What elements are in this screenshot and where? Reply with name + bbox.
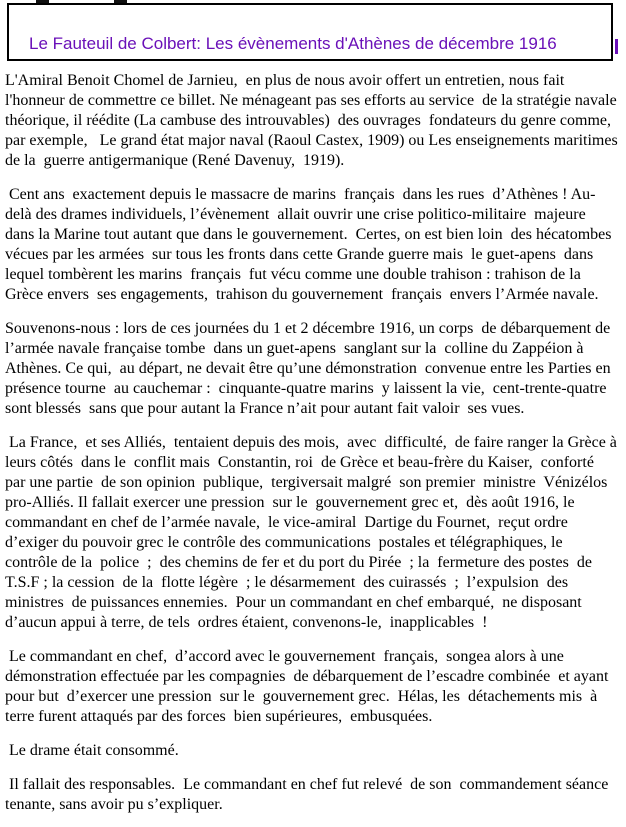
paragraph-3: Souvenons-nous : lors de ces journées du 1 et 2 décembre 1916, un corps de débarquement de l’armée navale française tombe dans un guet-apens sanglant sur la colline du Zappéion à Athènes. Ce qui, au départ, ne devait être qu’une démonstration convenue entre les Parties en présence tourne au cauchemar : cinquante-quatre marins y laissent la vie, cent-trente-quatre sont blessés sans que pour autant la France n’ait pour autant fait valoir ses vues. bbox=[5, 320, 615, 417]
paragraph-6: Le drame était consommé. bbox=[5, 742, 179, 759]
paragraph-7: Il fallait des responsables. Le commandant en chef fut relevé de son commandement séance tenante, sans avoir pu s’expliquer. bbox=[5, 776, 613, 813]
clipped-character-fragment bbox=[615, 39, 618, 54]
title-box bbox=[7, 3, 613, 61]
paragraph-2: Cent ans exactement depuis le massacre de marins français dans les rues d’Athènes ! Au-delà des drames individuels, l’évènement allait ouvrir une crise politico-militaire majeure dans la Marine tout autant que dans le gouvernement. Certes, on est bien loin des hécatombes vécues par les armées sur tous les fronts dans cette Grande guerre mais le guet-apens dans lequel tombèrent les marins français fut vécu comme une double trahison : trahison de la Grèce envers ses engagements, trahison du gouvernement français envers l’Armée navale. bbox=[5, 186, 616, 303]
paragraph-5: Le commandant en chef, d’accord avec le gouvernement français, songea alors à une démonstration effectuée par les compagnies de débarquement de l’escadre combinée et ayant pour but d’exercer une pression sur le gouvernement grec. Hélas, les détachements mis à terre furent attaqués par des forces bien supérieures, embusquées. bbox=[5, 648, 613, 725]
article-body bbox=[5, 71, 626, 815]
paragraph-4: La France, et ses Alliés, tentaient depuis des mois, avec difficulté, de faire ranger la Grèce à leurs côtés dans le conflit mais Constantin, roi de Grèce et beau-frère du Kaiser, conforté par une partie de son opinion publique, tergiversait malgré son premier ministre Vénizélos pro-Alliés. Il fallait exercer une pression sur le gouvernement grec et, dès août 1916, le commandant en chef de l’armée navale, le vice-amiral Dartige du Fournet, reçut ordre d’exiger du pouvoir grec le contrôle des communications postales et télégraphiques, le contrôle de la police ; des chemins de fer et du port du Pirée ; la fermeture des postes de T.S.F ; la cession de la flotte légère ; le désarmement des cuirassés ; l’expulsion des ministres de puissances ennemies. Pour un commandant en chef embarqué, ne disposant d’aucun appui à terre, de tels ordres étaient, convenons-le, inapplicables ! bbox=[5, 434, 621, 631]
page-title[interactable]: Le Fauteuil de Colbert: Les évènements d'Athènes de décembre 1916 bbox=[29, 34, 557, 53]
paragraph-1: L'Amiral Benoit Chomel de Jarnieu, en plus de nous avoir offert un entretien, nous fait l'honneur de commettre ce billet. Ne ménageant pas ses efforts au service de la stratégie navale théorique, il réédite (La cambuse des introuvables) des ouvrages fondateurs du genre comme, par exemple, Le grand état major naval (Raoul Castex, 1909) ou Les enseignements maritimes de la guerre antigermanique (René Davenuy, 1919). bbox=[5, 72, 626, 169]
